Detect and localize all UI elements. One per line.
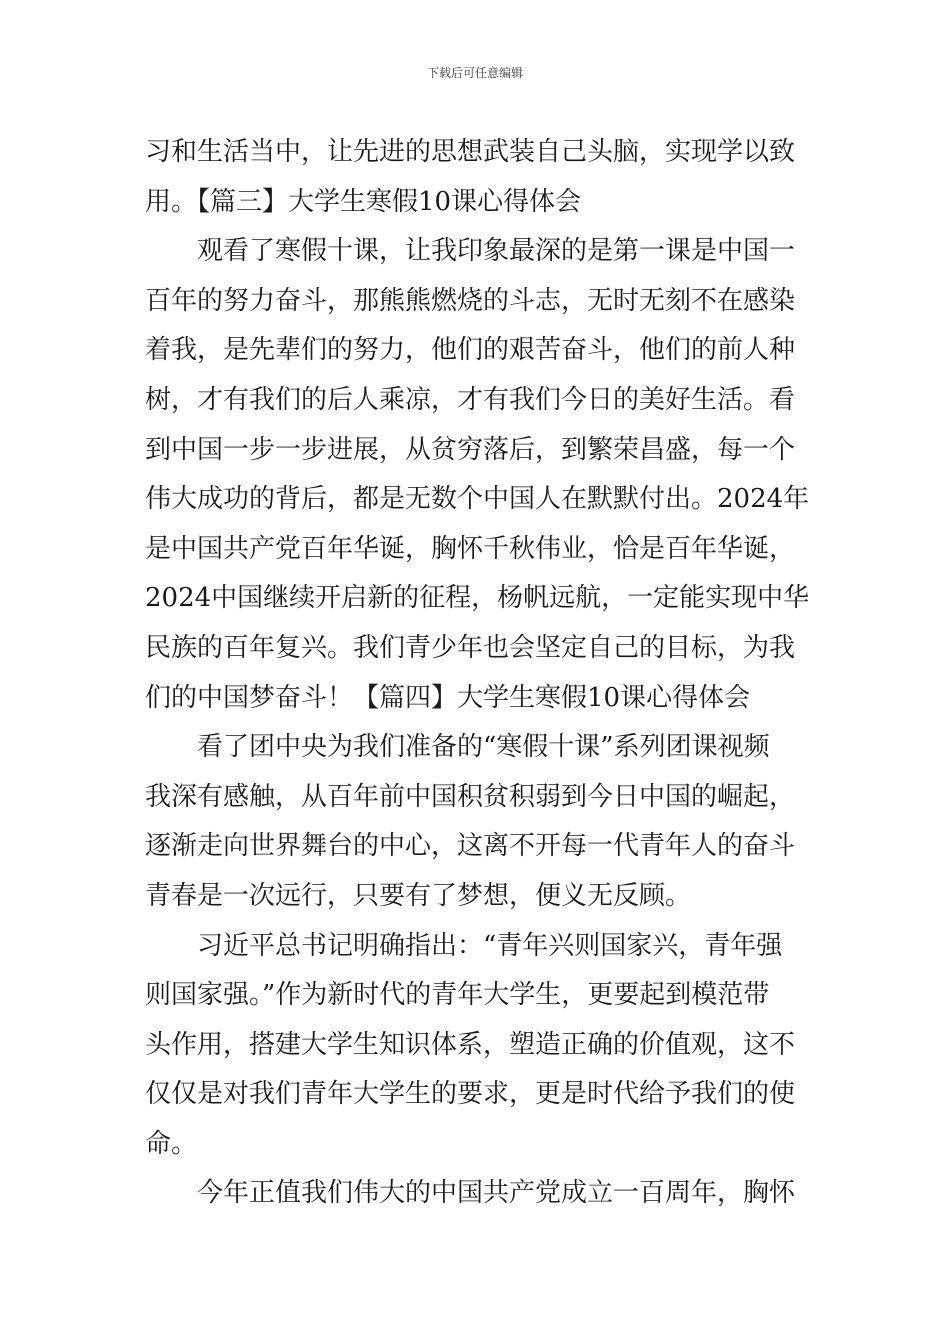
text-line: 头作用，搭建大学生知识体系，塑造正确的价值观，这不 <box>145 1029 796 1060</box>
text-line: 今年正值我们伟大的中国共产党成立一百周年，胸怀 <box>197 1178 796 1209</box>
text-line: 民族的百年复兴。我们青少年也会坚定自己的目标，为我 <box>145 632 796 663</box>
text-line: 2024中国继续开启新的征程，杨帆远航，一定能实现中华 <box>145 583 810 614</box>
text-line: 到中国一步一步进展，从贫穷落后，到繁荣昌盛，每一个 <box>145 434 796 465</box>
text-line: 习和生活当中，让先进的思想武装自己头脑，实现学以致 <box>145 137 796 167</box>
text-line: 百年的努力奋斗，那熊熊燃烧的斗志，无时无刻不在感染 <box>145 285 796 316</box>
text-line: 逐渐走向世界舞台的中心，这离不开每一代青年人的奋斗 <box>145 831 796 862</box>
text-line: 观看了寒假十课，让我印象最深的是第一课是中国一 <box>197 236 796 267</box>
page-header: 下载后可任意编辑 <box>426 66 523 80</box>
text-line: 看了团中央为我们准备的“寒假十课”系列团课视频 <box>197 732 770 763</box>
text-line: 是中国共产党百年华诞，胸怀千秋伟业，恰是百年华诞， <box>145 533 796 564</box>
text-line: 们的中国梦奋斗！【篇四】大学生寒假10课心得体会 <box>145 682 751 713</box>
text-line: 着我，是先辈们的努力，他们的艰苦奋斗，他们的前人种 <box>145 335 796 366</box>
text-line: 我深有感触，从百年前中国积贫积弱到今日中国的崛起， <box>145 781 796 812</box>
text-line: 习近平总书记明确指出：“青年兴则国家兴，青年强 <box>197 930 783 961</box>
text-line: 仅仅是对我们青年大学生的要求，更是时代给予我们的使 <box>145 1079 796 1110</box>
document-body <box>145 128 815 1219</box>
text-line: 青春是一次远行，只要有了梦想，便义无反顾。 <box>145 880 692 911</box>
text-line: 树，才有我们的后人乘凉，才有我们今日的美好生活。看 <box>145 384 796 415</box>
text-line: 则国家强。”作为新时代的青年大学生，更要起到模范带 <box>145 980 770 1011</box>
text-line: 用。【篇三】大学生寒假10课心得体会 <box>145 186 582 217</box>
text-line: 伟大成功的背后，都是无数个中国人在默默付出。2024年 <box>145 484 810 515</box>
text-line: 命。 <box>145 1128 198 1159</box>
